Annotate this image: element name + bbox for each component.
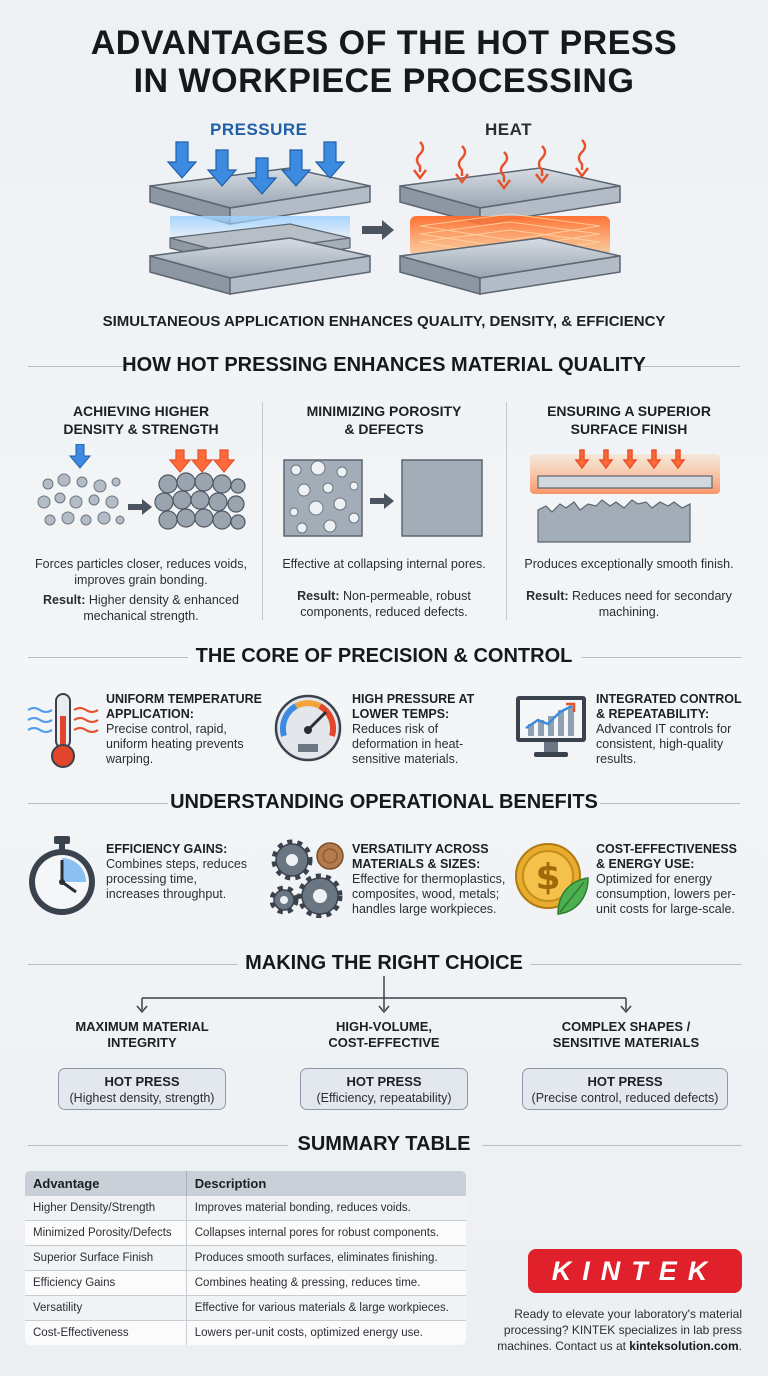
title-line: COST-EFFECTIVE	[328, 1035, 440, 1050]
box-title: HOT PRESS	[587, 1074, 663, 1089]
result-line: Reduces need for secondary	[568, 589, 732, 603]
choice-heading: MAKING THE RIGHT CHOICE	[245, 952, 523, 974]
table-row	[25, 1321, 467, 1346]
title-line: DENSITY & STRENGTH	[63, 421, 219, 437]
contact-line: machines. Contact us at	[497, 1339, 630, 1353]
quality-col3-desc	[506, 556, 752, 572]
result-line: Non-permeable, robust	[339, 589, 471, 603]
table-row	[25, 1296, 467, 1321]
feature-desc: Effective for thermoplastics,	[352, 872, 506, 886]
heat-press-icon	[400, 140, 620, 294]
table-cell: Superior Surface Finish	[25, 1246, 187, 1271]
precision-heading: THE CORE OF PRECISION & CONTROL	[195, 645, 573, 667]
title-line: SENSITIVE MATERIALS	[552, 1035, 700, 1050]
operational-item-1	[106, 842, 266, 902]
feature-desc: Advanced IT controls for	[596, 722, 732, 736]
quality-heading: HOW HOT PRESSING ENHANCES MATERIAL QUALITY	[122, 354, 646, 376]
website-link[interactable]: kinteksolution.com	[629, 1339, 739, 1353]
feature-title: VERSATILITY ACROSS	[352, 842, 489, 856]
feature-desc: results.	[596, 752, 637, 766]
feature-desc: handles large workpieces.	[352, 902, 497, 916]
summary-heading: SUMMARY TABLE	[297, 1133, 471, 1155]
quality-col3-title	[506, 402, 752, 438]
table-cell: Efficiency Gains	[25, 1271, 187, 1296]
feature-title: EFFICIENCY GAINS:	[106, 842, 228, 856]
column-header: Advantage	[25, 1171, 187, 1196]
operational-item-2	[352, 842, 522, 917]
table-cell: Improves material bonding, reduces voids.	[186, 1196, 466, 1221]
column-header: Description	[186, 1171, 466, 1196]
table-row	[25, 1221, 467, 1246]
feature-title: INTEGRATED CONTROL	[596, 692, 742, 706]
result-label: Result:	[43, 593, 86, 607]
choice-3-title	[524, 1019, 728, 1051]
contact-line: processing? KINTEK specializes in lab press	[503, 1323, 742, 1337]
feature-desc: consumption, lowers per-	[596, 887, 736, 901]
box-title: HOT PRESS	[346, 1074, 422, 1089]
result-line: components, reduced defects.	[300, 605, 468, 619]
precision-item-3	[596, 692, 756, 767]
hero-caption: SIMULTANEOUS APPLICATION ENHANCES QUALITY, DENSITY, & EFFICIENCY	[102, 313, 666, 330]
title-line: & DEFECTS	[344, 421, 424, 437]
pressure-gauge-icon	[272, 690, 344, 762]
precision-item-2	[352, 692, 512, 767]
pressure-label: PRESSURE	[210, 120, 308, 139]
feature-title: MATERIALS & SIZES:	[352, 857, 481, 871]
table-cell: Minimized Porosity/Defects	[25, 1221, 187, 1246]
table-cell: Versatility	[25, 1296, 187, 1321]
choice-2-box	[300, 1068, 468, 1110]
monitor-chart-icon	[514, 694, 588, 760]
quality-col1-title	[16, 402, 266, 438]
title-line: COMPLEX SHAPES /	[561, 1019, 691, 1034]
decision-tree-connector	[130, 976, 640, 1016]
title-line: ENSURING A SUPERIOR	[547, 403, 711, 419]
feature-title: & REPEATABILITY:	[596, 707, 710, 721]
table-cell: Collapses internal pores for robust components.	[186, 1221, 466, 1246]
choice-1-box	[58, 1068, 226, 1110]
choice-2-title	[294, 1019, 474, 1051]
pressure-press-icon	[150, 142, 370, 294]
thermometer-icon	[26, 690, 100, 770]
hero-illustration	[140, 138, 640, 298]
feature-desc: composites, wood, metals;	[352, 887, 500, 901]
feature-desc: consistent, high-quality	[596, 737, 724, 751]
table-cell: Combines heating & pressing, reduces time.	[186, 1271, 466, 1296]
table-cell: Produces smooth surfaces, eliminates finishing.	[186, 1246, 466, 1271]
table-row	[25, 1246, 467, 1271]
feature-desc: Reduces risk of	[352, 722, 439, 736]
quality-col1-desc	[16, 556, 266, 588]
quality-col3-result	[506, 588, 752, 620]
kintek-logo: KINTEK	[528, 1249, 742, 1293]
table-cell: Higher Density/Strength	[25, 1196, 187, 1221]
desc-line: Produces exceptionally smooth finish.	[524, 557, 734, 571]
feature-title: COST-EFFECTIVENESS	[596, 842, 737, 856]
feature-desc: warping.	[106, 752, 154, 766]
feature-title: LOWER TEMPS:	[352, 707, 450, 721]
table-cell: Lowers per-unit costs, optimized energy use.	[186, 1321, 466, 1346]
table-cell: Cost-Effectiveness	[25, 1321, 187, 1346]
title-line: MAXIMUM MATERIAL	[75, 1019, 209, 1034]
quality-col2-desc	[262, 556, 506, 572]
operational-heading: UNDERSTANDING OPERATIONAL BENEFITS	[170, 791, 598, 813]
box-title: HOT PRESS	[104, 1074, 180, 1089]
feature-desc: Precise control, rapid,	[106, 722, 227, 736]
precision-item-1	[106, 692, 266, 767]
operational-item-3	[596, 842, 756, 917]
title-line: SURFACE FINISH	[570, 421, 688, 437]
gears-icon	[270, 838, 346, 918]
title-line-1: ADVANTAGES OF THE HOT PRESS	[90, 24, 678, 62]
quality-col1-result	[16, 592, 266, 624]
feature-title: HIGH PRESSURE AT	[352, 692, 475, 706]
title-line-2: IN WORKPIECE PROCESSING	[133, 62, 635, 100]
title-line: HIGH-VOLUME,	[335, 1019, 433, 1034]
title-line: INTEGRITY	[107, 1035, 177, 1050]
page-title	[0, 24, 768, 100]
desc-line: Forces particles closer, reduces voids,	[35, 557, 247, 571]
choice-1-title	[52, 1019, 232, 1051]
feature-desc: increases throughput.	[106, 887, 227, 901]
box-subtitle: (Precise control, reduced defects)	[531, 1091, 719, 1105]
table-cell: Effective for various materials & large workpieces.	[186, 1296, 466, 1321]
box-subtitle: (Efficiency, repeatability)	[316, 1091, 452, 1105]
desc-line: improves grain bonding.	[74, 573, 208, 587]
box-subtitle: (Highest density, strength)	[69, 1091, 215, 1105]
surface-finish-icon	[530, 444, 720, 544]
dollar-coin-leaf-icon	[514, 838, 590, 918]
feature-desc: Optimized for energy	[596, 872, 713, 886]
table-row	[25, 1196, 467, 1221]
result-line: machining.	[598, 605, 660, 619]
result-label: Result:	[297, 589, 340, 603]
feature-desc: unit costs for large-scale.	[596, 902, 735, 916]
particle-densify-icon	[36, 444, 246, 544]
title-line: MINIMIZING POROSITY	[306, 403, 462, 419]
table-row	[25, 1271, 467, 1296]
result-line: mechanical strength.	[83, 609, 199, 623]
feature-title: & ENERGY USE:	[596, 857, 695, 871]
heat-label: HEAT	[485, 120, 533, 139]
arrow-right-icon	[362, 220, 394, 240]
feature-desc: Combines steps, reduces	[106, 857, 248, 871]
feature-desc: deformation in heat-	[352, 737, 464, 751]
result-label: Result:	[526, 589, 569, 603]
summary-table-wrapper	[24, 1170, 467, 1346]
quality-col2-result	[262, 588, 506, 620]
table-header-row	[25, 1171, 467, 1196]
result-line: Higher density & enhanced	[85, 593, 239, 607]
contact-line: .	[738, 1339, 742, 1353]
contact-text	[470, 1306, 742, 1354]
contact-line: Ready to elevate your laboratory's material	[514, 1307, 742, 1321]
feature-title: APPLICATION:	[106, 707, 194, 721]
svg-text:$: $	[535, 857, 561, 898]
feature-desc: uniform heating prevents	[106, 737, 244, 751]
desc-line: Effective at collapsing internal pores.	[282, 557, 486, 571]
feature-desc: processing time,	[106, 872, 198, 886]
quality-col2-title	[262, 402, 506, 438]
summary-table	[24, 1170, 467, 1346]
porosity-reduction-icon	[282, 456, 492, 540]
feature-desc: sensitive materials.	[352, 752, 459, 766]
feature-title: UNIFORM TEMPERATURE	[106, 692, 263, 706]
title-line: ACHIEVING HIGHER	[72, 403, 210, 419]
stopwatch-icon	[24, 834, 100, 918]
choice-3-box	[522, 1068, 728, 1110]
